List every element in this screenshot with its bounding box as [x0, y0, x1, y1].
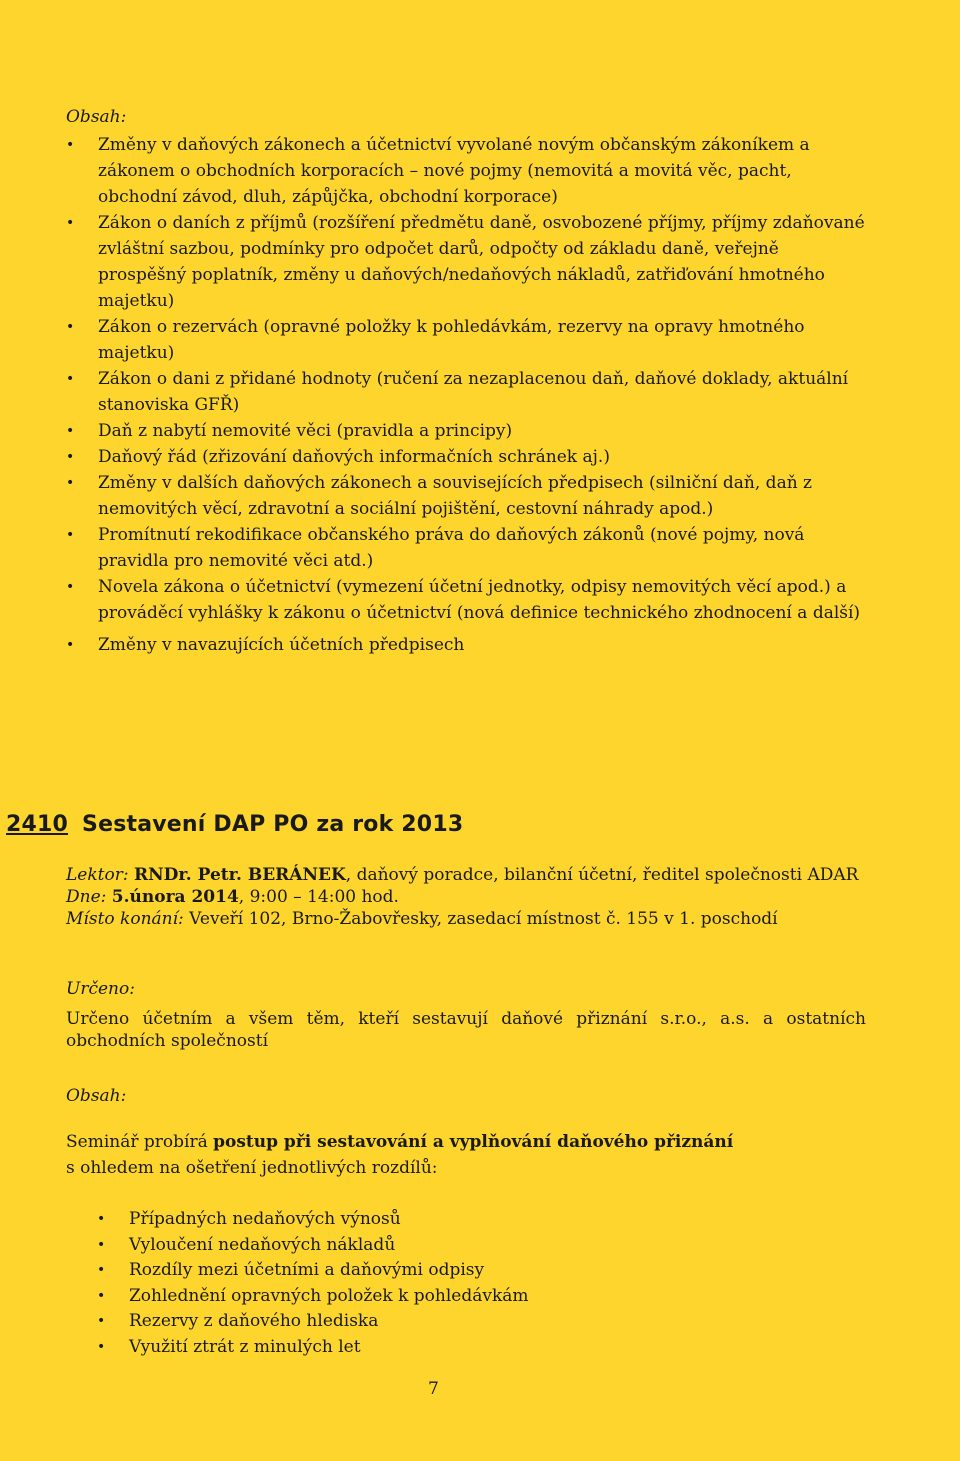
contents-heading-2: Obsah: [66, 1086, 127, 1106]
list-item: • Případných nedaňových výnosů [97, 1207, 797, 1233]
list-item: Zákon o rezervách (opravné položky k pohledávkám, rezervy na opravy hmotného majetku) [98, 317, 805, 363]
date-value: 5.února 2014 [111, 887, 239, 907]
list-item: Změny v daňových zákonech a účetnictví vyvolané novým občanským zákoníkem a zákonem o obchodních korporacích – nové pojmy (nemovitá a movitá věc, pacht, obchodní závod, dluh, zápůjčka, obchodní korporace) [98, 135, 810, 207]
list-item: Daň z nabytí nemovité věci (pravidla a principy) [98, 421, 513, 441]
lecturer-name: RNDr. Petr. BERÁNEK [133, 865, 346, 885]
bullet-icon [97, 1258, 105, 1284]
list-item: Změny v navazujících účetních předpisech [98, 635, 465, 655]
list-item: Změny v dalších daňových zákonech a souvisejících předpisech (silniční daň, daň z nemovitých věcí, zdravotní a sociální pojištění, cestovní náhrady apod.) [98, 473, 813, 519]
course-heading [6, 812, 463, 837]
list-item: Novela zákona o účetnictví (vymezení účetní jednotky, odpisy nemovitých věcí apod.) a prováděcí vyhlášky k zákonu o účetnictví (nová definice technického zhodnocení a další) [98, 577, 861, 623]
lecturer-line: Lektor: RNDr. Petr. BERÁNEK, daňový poradce, bilanční účetní, ředitel společnosti ADAR [66, 865, 859, 885]
list-item: Zákon o daních z příjmů (rozšíření předmětu daně, osvobozené příjmy, příjmy zdaňované zvláštní sazbou, podmínky pro odpočet darů, odpočty od základu daně, veřejně prospěšný poplatník, změny u daňových/nedaňových nákladů, zatřiďování hmotného majetku) [98, 213, 865, 311]
bullet-icon [97, 1284, 105, 1310]
page-number: 7 [428, 1379, 439, 1399]
course-info [66, 864, 886, 930]
bullet-icon [97, 1233, 105, 1259]
contents-list [66, 132, 866, 658]
list-item: Promítnutí rekodifikace občanského práva do daňových zákonů (nové pojmy, nová pravidla pro nemovité věci atd.) [98, 525, 805, 571]
venue-label: Místo konání: [66, 909, 184, 929]
date-label: Dne: [66, 887, 107, 907]
list-item: • Vyloučení nedaňových nákladů [97, 1233, 797, 1259]
list-item: • Využití ztrát z minulých let [97, 1335, 797, 1361]
bullet-icon [97, 1207, 105, 1233]
seminar-topics [97, 1207, 797, 1360]
list-item: • Rozdíly mezi účetními a daňovými odpisy [97, 1258, 797, 1284]
audience-label: Určeno: [66, 979, 135, 999]
seminar-intro: Seminář probírá postup při sestavování a vyplňování daňového přiznání s ohledem na ošetření jednotlivých rozdílů: [66, 1132, 734, 1178]
list-item: Zákon o dani z přidané hodnoty (ručení za nezaplacenou daň, daňové doklady, aktuální stanoviska GFŘ) [98, 369, 849, 415]
audience-text: Určeno účetním a všem těm, kteří sestavují daňové přiznání s.r.o., a.s. a ostatních obchodních společností [66, 1009, 866, 1051]
list-item: • Zohlednění opravných položek k pohledávkám [97, 1284, 797, 1310]
bullet-icon [97, 1309, 105, 1335]
lecturer-label: Lektor: [66, 865, 129, 885]
bullet-icon [97, 1335, 105, 1361]
venue-value: Veveří 102, Brno-Žabovřesky, zasedací místnost č. 155 v 1. poschodí [183, 909, 778, 929]
course-code: 2410 [6, 812, 69, 837]
contents-section [66, 104, 866, 658]
list-item: • Rezervy z daňového hlediska [97, 1309, 797, 1335]
venue-line [66, 908, 886, 930]
date-line: Dne: 5.února 2014, 9:00 – 14:00 hod. [66, 887, 399, 907]
course-title: Sestavení DAP PO za rok 2013 [82, 812, 464, 837]
list-item: Daňový řád (zřizování daňových informačních schránek aj.) [98, 447, 610, 467]
contents-heading: Obsah: [66, 107, 127, 127]
